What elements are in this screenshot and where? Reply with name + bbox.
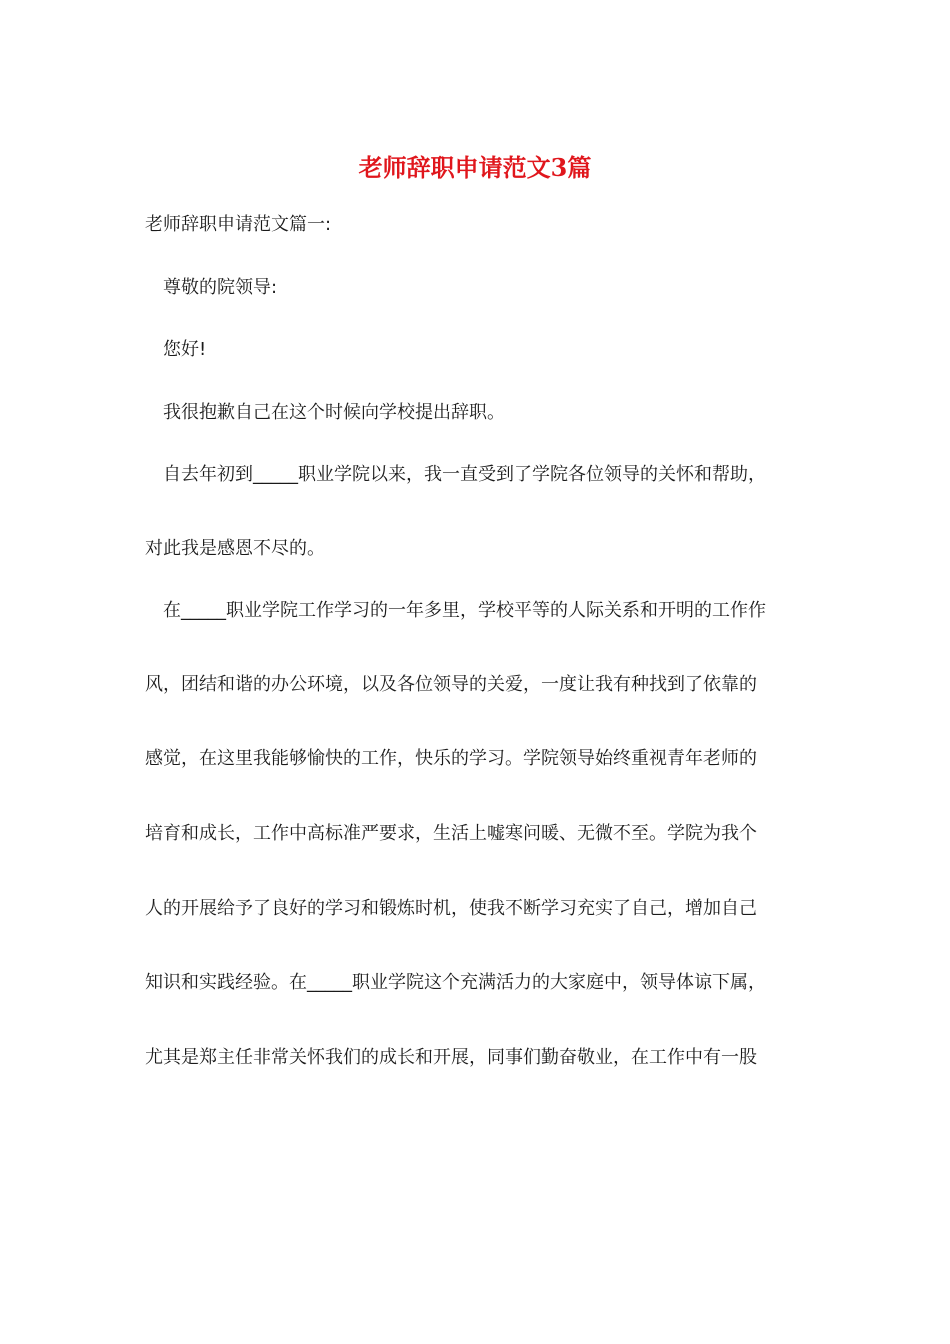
- body-line: 风，团结和谐的办公环境，以及各位领导的关爱，一度让我有种找到了依靠的: [145, 674, 757, 695]
- body-line: 尤其是郑主任非常关怀我们的成长和开展，同事们勤奋敬业，在工作中有一股: [145, 1047, 757, 1068]
- body-line: 知识和实践经验。在_____职业学院这个充满活力的大家庭中，领导体谅下属，: [145, 972, 766, 993]
- body-line: 我很抱歉自己在这个时候向学校提出辞职。: [163, 402, 505, 423]
- body-line: 对此我是感恩不尽的。: [145, 538, 325, 559]
- body-line: 自去年初到_____职业学院以来，我一直受到了学院各位领导的关怀和帮助，: [163, 464, 766, 485]
- greeting: 您好!: [163, 339, 207, 360]
- body-line: 在_____职业学院工作学习的一年多里，学校平等的人际关系和开明的工作作: [163, 600, 766, 621]
- body-line: 感觉，在这里我能够愉快的工作，快乐的学习。学院领导始终重视青年老师的: [145, 748, 757, 769]
- body-line: 培育和成长，工作中高标准严要求，生活上嘘寒问暖、无微不至。学院为我个: [145, 823, 757, 844]
- body-line: 人的开展给予了良好的学习和锻炼时机，使我不断学习充实了自己，增加自己: [145, 898, 757, 919]
- document-title: 老师辞职申请范文3篇: [358, 153, 592, 182]
- section-heading: 老师辞职申请范文篇一:: [145, 214, 332, 235]
- salutation: 尊敬的院领导:: [163, 277, 278, 298]
